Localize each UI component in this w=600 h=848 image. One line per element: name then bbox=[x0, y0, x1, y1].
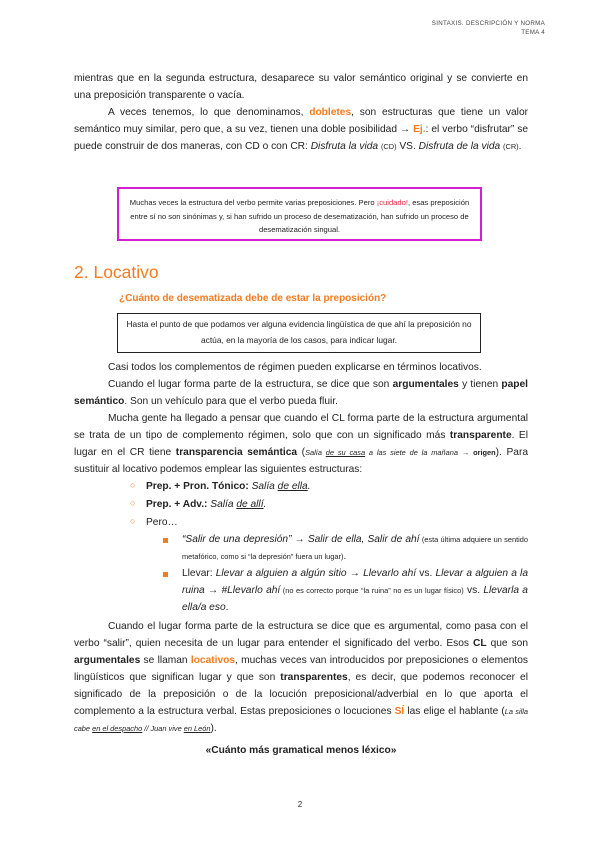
paragraph-dobletes: A veces tenemos, lo que denominamos, dobletes, son estructuras que tiene un valor semántico muy similar, pero que, a su vez, tienen una doble posibilidad → Ej.: el verbo “disfrutar” se puede construir de dos maneras, con CD o con CR: Disfruta la vida (CD) VS. Disfruta de la vida (CR). bbox=[74, 107, 528, 152]
bullet-circle-icon: ○ bbox=[130, 516, 136, 526]
bullet-square-icon bbox=[163, 538, 168, 543]
page-number: 2 bbox=[297, 800, 303, 809]
term-dobletes: dobletes bbox=[309, 107, 352, 118]
bullet-pero: Pero… bbox=[146, 517, 178, 528]
note-box-prepositions: Muchas veces la estructura del verbo permite varias preposiciones. Pero ¡cuidado!, esas preposición entre sí no son sinónimas y, si han sufrido un proceso de desematización, han sufrido un proceso de desematización singual. bbox=[117, 187, 482, 241]
paragraph-locativos: Cuando el lugar forma parte de la estructura se dice que es argumental, como pasa con el verbo “salir”, quien necesita de un lugar para entender el significado del verbo. Esos CL que son argumentales se llaman locativos, muchas veces van introducidos por preposiciones o elementos lingüísticos que significan lugar y que son transparentes, es decir, que podemos reconocer el significado de la preposición o de la locución preposicional/adverbial en lo que aporta el complemento a la estructura verbal. Estas preposiciones o locuciones SÍ las elige el hablante (La silla cabe en el despacho // Juan vive en León). bbox=[74, 621, 528, 734]
paragraph-transparencia: Mucha gente ha llegado a pensar que cuando el CL forma parte de la estructura argumental se trata de un tipo de complemento régimen, solo que con un significado más transparente. El lugar en el CR tiene transparencia semántica (Salía de su casa a las siete de la mañana → origen). Para sustituir al locativo podemos emplear las siguientes estructuras: bbox=[74, 413, 529, 475]
answer-box: Hasta el punto de que podamos ver alguna evidencia lingüística de que ahí la preposición no actúa, en la mayoría de los casos, para indicar lugar. bbox=[117, 313, 481, 353]
bullet-prep-adv: Prep. + Adv.: Salía de allí. bbox=[146, 499, 267, 510]
header-topic: TEMA 4 bbox=[521, 29, 545, 36]
sub-bullet-salir: “Salir de una depresión” → Salir de ella, Salir de ahí (esta última adquiere un sentido metafórico, como si “la depresión” fuera un lugar). bbox=[182, 534, 528, 562]
bullet-circle-icon: ○ bbox=[130, 480, 136, 490]
closing-quote: «Cuánto más gramatical menos léxico» bbox=[205, 745, 397, 756]
section-question: ¿Cuánto de desematizada debe de estar la preposición? bbox=[119, 293, 387, 304]
paragraph-1: mientras que en la segunda estructura, desaparece su valor semántico original y se convierte en una preposición transparente o vacía. bbox=[74, 73, 528, 101]
bullet-circle-icon: ○ bbox=[130, 498, 136, 508]
sub-bullet-llevar: Llevar: Llevar a alguien a algún sitio → Llevarlo ahí vs. Llevar a alguien a la ruina → #Llevarlo ahí (no es correcto porque “la ruina” no es un lugar físico) vs. Llevarla a ella/a eso. bbox=[182, 568, 528, 613]
warning-text: ¡cuidado! bbox=[376, 198, 408, 207]
example-label: Ej. bbox=[413, 124, 426, 135]
bullet-prep-pron: Prep. + Pron. Tónico: Salía de ella. bbox=[146, 481, 311, 492]
running-header bbox=[432, 19, 545, 37]
bullet-square-icon bbox=[163, 572, 168, 577]
header-subject: SINTAXIS. DESCRIPCIÓN Y NORMA bbox=[431, 20, 545, 27]
paragraph-argumentales: Cuando el lugar forma parte de la estructura, se dice que son argumentales y tienen papel semántico. Son un vehículo para que el verbo pueda fluir. bbox=[74, 379, 529, 407]
paragraph-casi-todos: Casi todos los complementos de régimen pueden explicarse en términos locativos. bbox=[108, 362, 482, 373]
section-title: 2. Locativo bbox=[74, 262, 159, 282]
